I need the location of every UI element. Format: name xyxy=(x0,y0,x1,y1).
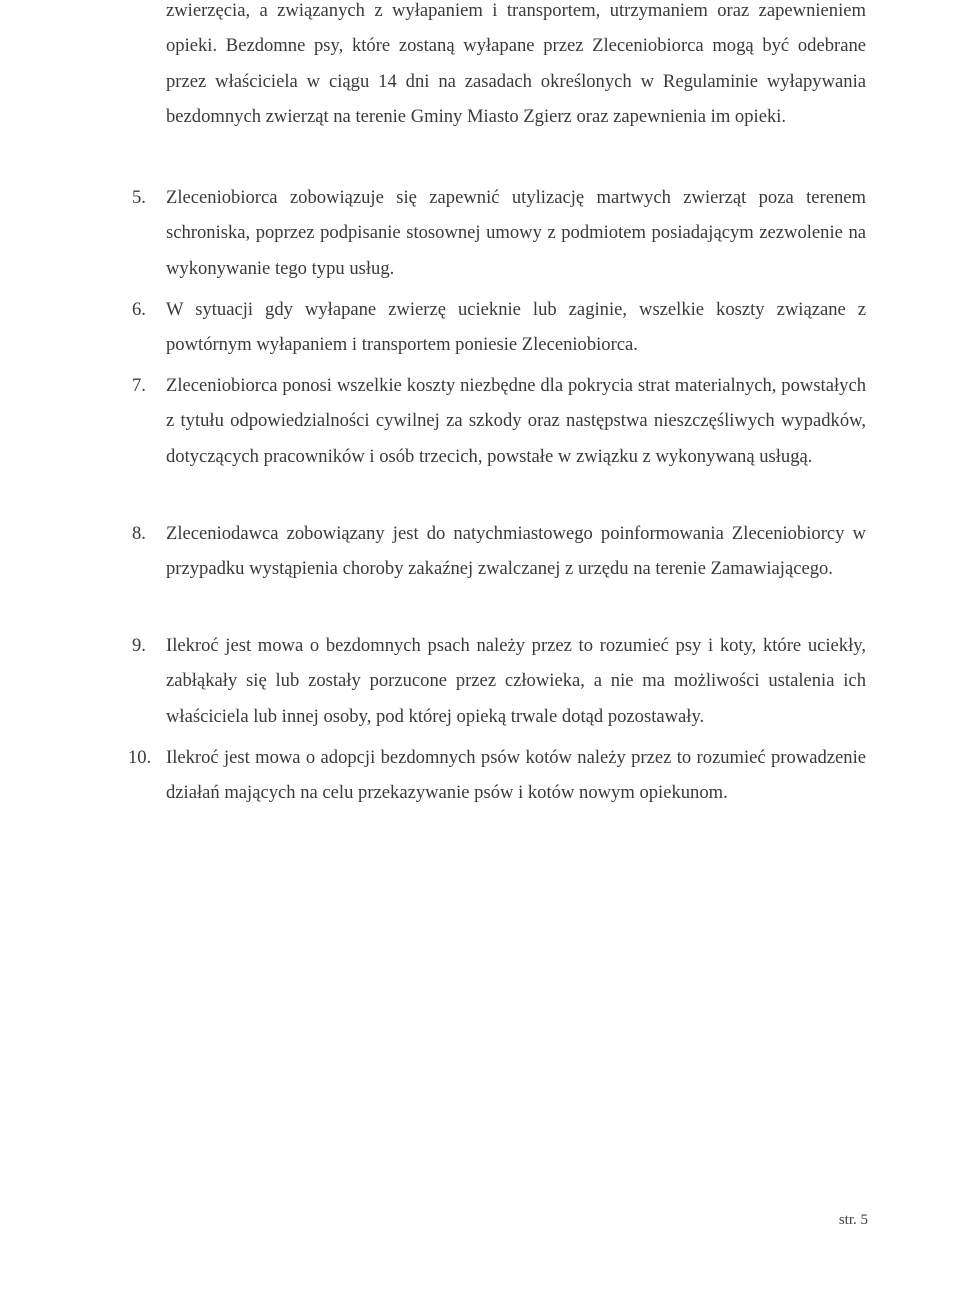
item-text: Zleceniobiorca zobowiązuje się zapewnić utylizację martwych zwierząt poza terenem schroniska, poprzez podpisanie stosownej umowy z podmiotem posiadającym zezwolenie na wykonywanie tego typu usług. xyxy=(166,187,866,279)
item-text: Zleceniobiorca ponosi wszelkie koszty niezbędne dla pokrycia strat materialnych, powstałych z tytułu odpowiedzialności cywilnej za szkody oraz następstwa nieszczęśliwych wypadków, dotyczących pracowników i osób trzecich, powstałe w związku z wykonywaną usługą. xyxy=(166,375,866,467)
item-number: 5. xyxy=(132,187,146,208)
item-text: Ilekroć jest mowa o bezdomnych psach należy przez to rozumieć psy i koty, które uciekły, zabłąkały się lub zostały porzucone przez człowieka, a nie ma możliwości ustalenia ich właściciela lub innej osoby, pod której opieką trwale dotąd pozostawały. xyxy=(166,635,866,727)
item-text: Zleceniodawca zobowiązany jest do natychmiastowego poinformowania Zleceniobiorcy w przypadku wystąpienia choroby zakaźnej zwalczanej z urzędu na terenie Zamawiającego. xyxy=(166,523,866,580)
item-number: 8. xyxy=(132,523,146,544)
item-number: 6. xyxy=(132,299,146,320)
page-number: str. 5 xyxy=(838,1212,868,1228)
item-text: Ilekroć jest mowa o adopcji bezdomnych psów kotów należy przez to rozumieć prowadzenie działań mających na celu przekazywanie psów i kotów nowym opiekunom. xyxy=(166,747,866,804)
item-number: 9. xyxy=(132,635,146,656)
item-number: 10. xyxy=(128,747,152,768)
item-text: W sytuacji gdy wyłapane zwierzę ucieknie lub zaginie, wszelkie koszty związane z powtórnym wyłapaniem i transportem poniesie Zleceniobiorca. xyxy=(166,299,866,356)
continuation-paragraph: zwierzęcia, a związanych z wyłapaniem i transportem, utrzymaniem oraz zapewnieniem opieki. Bezdomne psy, które zostaną wyłapane przez Zleceniobiorca mogą być odebrane przez właściciela w ciągu 14 dni na zasadach określonych w Regulaminie wyłapywania bezdomnych zwierząt na terenie Gminy Miasto Zgierz oraz zapewnienia im opieki. xyxy=(166,0,866,127)
item-number: 7. xyxy=(132,375,146,396)
